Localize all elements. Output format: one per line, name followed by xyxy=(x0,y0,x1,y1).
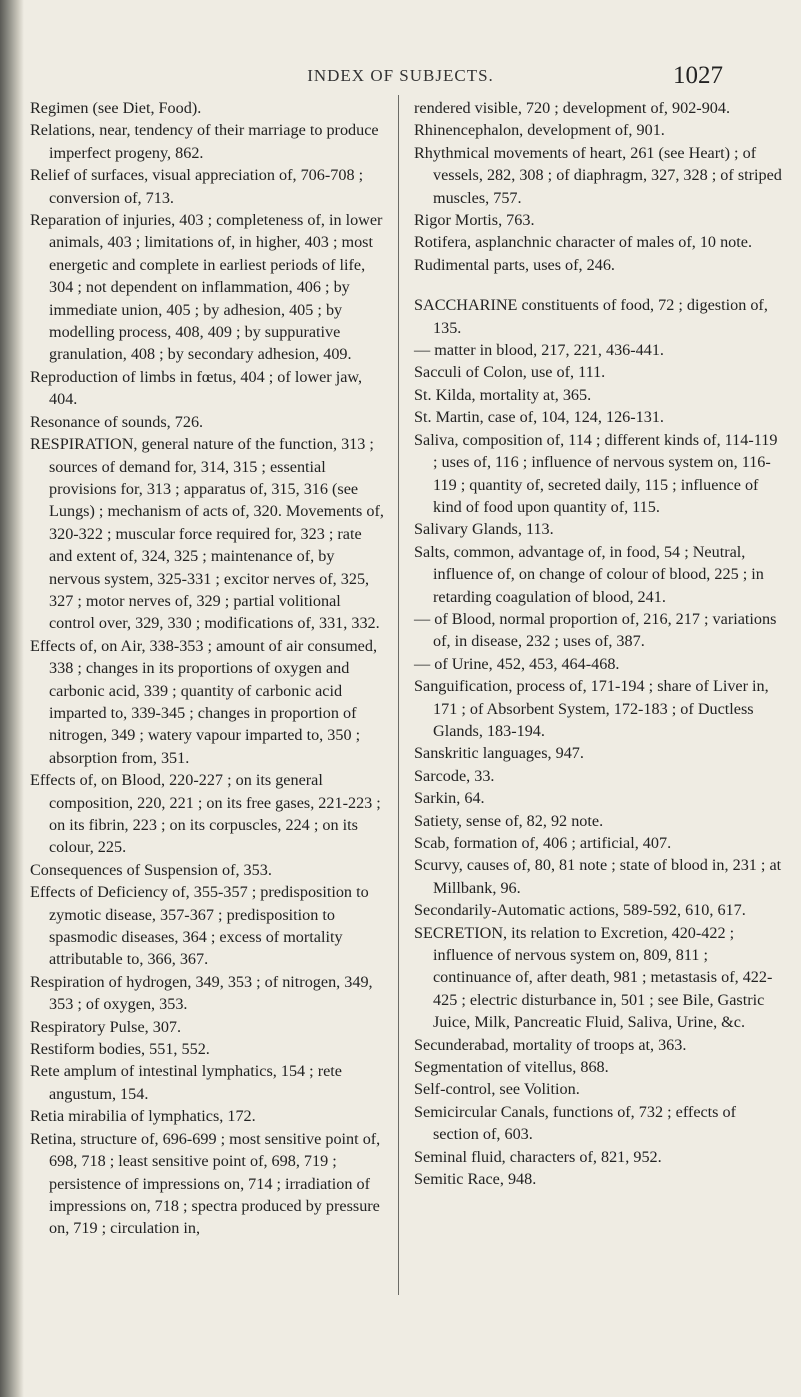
index-entry: Retina, structure of, 696-699 ; most sensitive point of, 698, 718 ; least sensitive point of, 698, 719 ; persistence of impressions on, 714 ; irradiation of impressions on, 718 ; spectra produced by pressure on, 719 ; circulation in, xyxy=(30,1129,381,1238)
index-entry: RESPIRATION, general nature of the function, 313 ; sources of demand for, 314, 315 ; essential provisions for, 313 ; apparatus of, 315, 316 (see Lungs) ; mechanism of acts of, 320. Movements of, 320-322 ; muscular force required for, 323 ; rate and extent of, 324, 325 ; maintenance of, by nervous system, 325-331 ; excitor nerves of, 325, 327 ; motor nerves of, 329 ; partial volitional control over, 329, 330 ; modifications of, 331, 332. xyxy=(30,435,384,633)
book-binding-edge xyxy=(0,0,24,1397)
index-entry: Salivary Glands, 113. xyxy=(414,520,554,539)
index-entry: Saliva, composition of, 114 ; different kinds of, 114-119 ; uses of, 116 ; influence of nervous system on, 116-119 ; quantity of, secreted daily, 115 ; influence of kind of food upon quantity of, 115. xyxy=(414,430,778,516)
index-entry: Salts, common, advantage of, in food, 54 ; Neutral, influence of, on change of colour of blood, 225 ; in retarding coagulation of blood, 241. xyxy=(414,542,764,606)
index-entry: Semicircular Canals, functions of, 732 ; effects of section of, 603. xyxy=(414,1102,737,1144)
page-header xyxy=(0,62,801,94)
index-entry: Retia mirabilia of lymphatics, 172. xyxy=(30,1107,256,1126)
index-entry: Consequences of Suspension of, 353. xyxy=(30,860,272,879)
index-entry: Effects of Deficiency of, 355-357 ; predisposition to zymotic disease, 357-367 ; predisposition to spasmodic diseases, 364 ; excess of mortality attributable to, 366, 367. xyxy=(30,883,369,969)
letter-section-gap xyxy=(414,276,782,294)
right-column xyxy=(414,97,782,1191)
index-entry: — of Blood, normal proportion of, 216, 217 ; variations of, in disease, 232 ; uses of, 387. xyxy=(414,609,777,651)
index-entry: Self-control, see Volition. xyxy=(414,1080,580,1099)
index-entry: Rudimental parts, uses of, 246. xyxy=(414,255,615,274)
index-entry: Secondarily-Automatic actions, 589-592, 610, 617. xyxy=(414,901,746,920)
index-entry: Rete amplum of intestinal lymphatics, 154 ; rete angustum, 154. xyxy=(30,1062,342,1103)
index-entry: Secunderabad, mortality of troops at, 363. xyxy=(414,1035,687,1054)
page-number: 1027 xyxy=(673,62,723,89)
index-entry: Segmentation of vitellus, 868. xyxy=(414,1058,609,1077)
column-divider xyxy=(398,95,399,1295)
index-entry: Relations, near, tendency of their marriage to produce imperfect progeny, 862. xyxy=(30,121,379,162)
left-column xyxy=(30,97,388,1240)
index-entry: Effects of, on Air, 338-353 ; amount of air consumed, 338 ; changes in its proportions of oxygen and carbonic acid, 339 ; quantity of carbonic acid imparted to, 339-345 ; changes in proportion of nitrogen, 349 ; watery vapour imparted to, 350 ; absorption from, 351. xyxy=(30,636,378,767)
index-entry: Rhinencephalon, development of, 901. xyxy=(414,121,665,140)
index-entry: — matter in blood, 217, 221, 436-441. xyxy=(414,341,664,360)
index-entry: Seminal fluid, characters of, 821, 952. xyxy=(414,1147,662,1166)
index-entry: Rigor Mortis, 763. xyxy=(414,211,535,230)
index-entry: Reproduction of limbs in fœtus, 404 ; of lower jaw, 404. xyxy=(30,367,363,409)
index-entry: rendered visible, 720 ; development of, 902-904. xyxy=(414,99,731,117)
index-entry: Scab, formation of, 406 ; artificial, 407. xyxy=(414,834,672,852)
index-entry: — of Urine, 452, 453, 464-468. xyxy=(414,654,620,673)
index-entry: St. Kilda, mortality at, 365. xyxy=(414,385,592,404)
index-entry: Sanguification, process of, 171-194 ; share of Liver in, 171 ; of Absorbent System, 172-183 ; of Ductless Glands, 183-194. xyxy=(414,677,769,740)
index-entry: Relief of surfaces, visual appreciation of, 706-708 ; conversion of, 713. xyxy=(30,166,364,207)
index-entry: SECRETION, its relation to Excretion, 420-422 ; influence of nervous system on, 809, 811 ; continuance of, after death, 981 ; metastasis of, 422-425 ; electric disturbance in, 501 ; see Bile, Gastric Juice, Milk, Pancreatic Fluid, Saliva, Urine, &c. xyxy=(414,923,773,1032)
index-entry: Resonance of sounds, 726. xyxy=(30,412,204,431)
index-entry: Rotifera, asplanchnic character of males of, 10 note. xyxy=(414,233,752,252)
index-entry: Restiform bodies, 551, 552. xyxy=(30,1040,210,1059)
index-entry: Rhythmical movements of heart, 261 (see Heart) ; of vessels, 282, 308 ; of diaphragm, 327, 328 ; of striped muscles, 757. xyxy=(414,143,782,207)
index-entry: Reparation of injuries, 403 ; completeness of, in lower animals, 403 ; limitations of, in higher, 403 ; most energetic and complete in earliest periods of life, 304 ; not dependent on inflammation, 406 ; by immediate union, 405 ; by adhesion, 405 ; by modelling process, 408, 409 ; by suppurative granulation, 408 ; by secondary adhesion, 409. xyxy=(30,211,383,364)
index-entry: Scurvy, causes of, 80, 81 note ; state of blood in, 231 ; at Millbank, 96. xyxy=(414,856,782,897)
index-entry: Effects of, on Blood, 220-227 ; on its general composition, 220, 221 ; on its free gases, 221-223 ; on its fibrin, 223 ; on its corpuscles, 224 ; on its colour, 225. xyxy=(30,771,381,857)
running-title: INDEX OF SUBJECTS. xyxy=(307,66,494,85)
index-entry: Satiety, sense of, 82, 92 note. xyxy=(414,811,604,830)
index-entry: SACCHARINE constituents of food, 72 ; digestion of, 135. xyxy=(414,296,768,337)
index-entry: St. Martin, case of, 104, 124, 126-131. xyxy=(414,408,664,427)
index-entry: Sanskritic languages, 947. xyxy=(414,744,584,763)
index-entry: Sacculi of Colon, use of, 111. xyxy=(414,363,606,382)
index-entry: Sarkin, 64. xyxy=(414,789,485,808)
index-entry: Semitic Race, 948. xyxy=(414,1170,537,1189)
index-entry: Sarcode, 33. xyxy=(414,766,495,785)
index-entry: Regimen (see Diet, Food). xyxy=(30,99,202,117)
index-entry: Respiratory Pulse, 307. xyxy=(30,1017,182,1036)
index-entry: Respiration of hydrogen, 349, 353 ; of nitrogen, 349, 353 ; of oxygen, 353. xyxy=(30,972,373,1014)
